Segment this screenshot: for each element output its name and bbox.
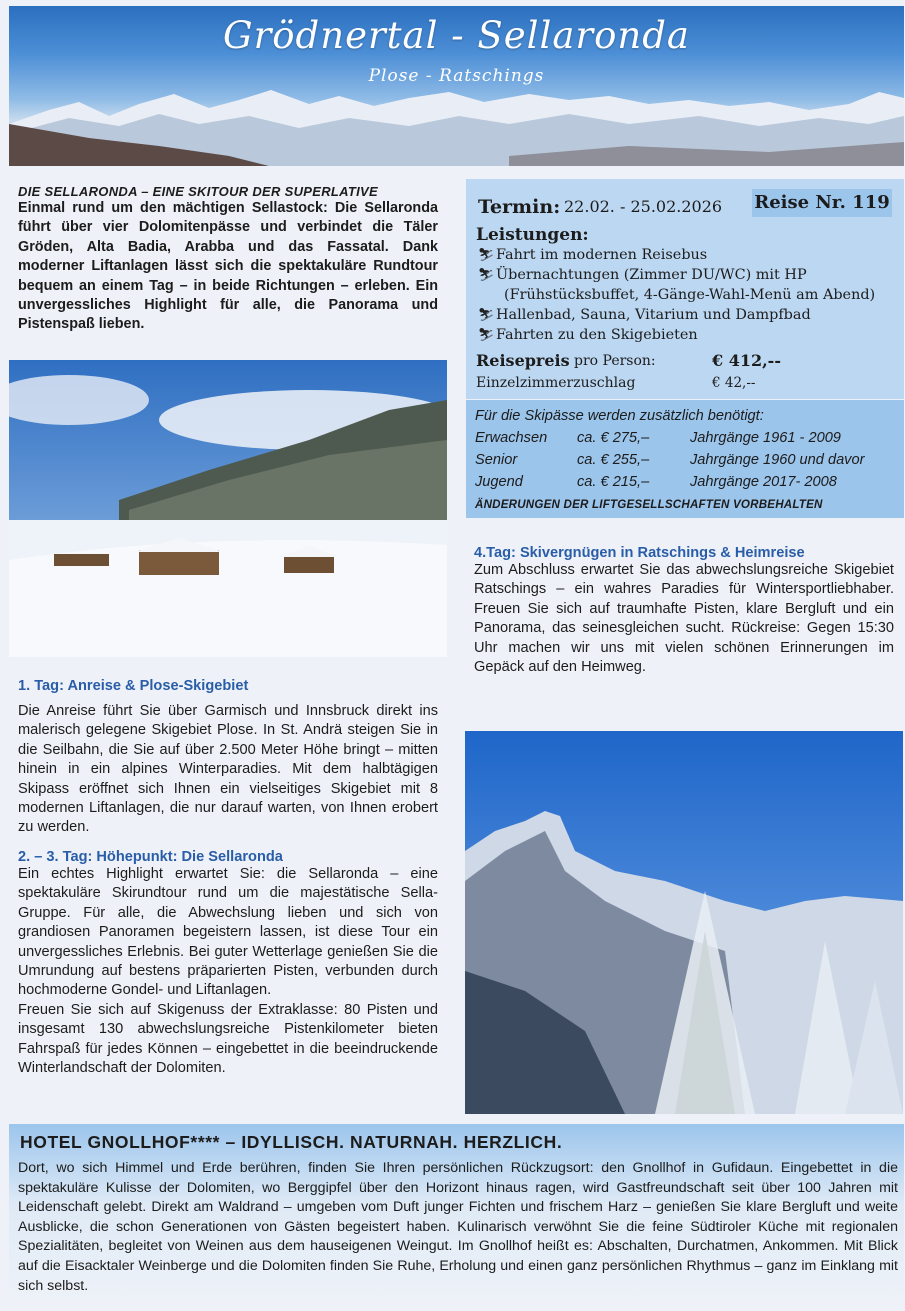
skipass-box: Für die Skipässe werden zusätzlich benötigt: Erwachsen ca. € 275,– Jahrgänge 1961 - 2009 Senior ca. € 255,– Jahrgänge 1960 und davor Jugend ca. € 215,– Jahrgänge 2017- 2008 ÄNDERUNGEN DER LIFTGESELLSCHAFTEN VORBEHALTEN [466, 400, 904, 518]
page-subtitle: Plose - Ratschings [368, 66, 545, 86]
page-title: Grödnertal - Sellaronda [223, 14, 690, 57]
single-room-label: Einzelzimmerzuschlag [476, 375, 636, 391]
service-item: ⛷Übernachtungen (Zimmer DU/WC) mit HP [478, 267, 807, 283]
skier-icon: ⛷ [478, 268, 495, 283]
dolomites-photo [465, 731, 903, 1114]
intro-section [18, 184, 438, 335]
service-item: ⛷Fahrt im modernen Reisebus [478, 247, 708, 263]
skier-icon: ⛷ [478, 308, 495, 323]
day1-heading: 1. Tag: Anreise & Plose-Skigebiet [18, 678, 249, 694]
service-item: ⛷Hallenbad, Sauna, Vitarium und Dampfbad [478, 307, 811, 323]
day23-text-2: Freuen Sie sich auf Skigenuss der Extraklasse: 80 Pisten und insgesamt 130 abwechslungsreiche Pistenkilometer bieten Fahrspaß für jedes Können – eingebettet in die beeindruckende Winterlandschaft der Dolomiten. [18, 1001, 438, 1077]
single-room-value: € 42,-- [712, 375, 756, 391]
hotel-section [9, 1124, 904, 1304]
day1-text: Die Anreise führt Sie über Garmisch und Innsbruck direkt ins malerisch gelegene Skigebiet Plose. In St. Andrä steigen Sie in die Seilbahn, die Sie auf über 2.500 Meter Höhe bringt – mitten hinein in ein alpines Winterparadies. Mit dem halbtägigen Skipass eröffnet sich Ihnen ein vielseitiges Skigebiet mit 8 modernen Liftanlagen, die nur darauf warten, von Ihnen erobert zu werden. [18, 703, 438, 836]
services-label: Leistungen: [476, 225, 589, 245]
intro-heading: DIE SELLARONDA – EINE SKITOUR DER SUPERLATIVE [18, 184, 378, 199]
day4-section [474, 545, 894, 677]
day23-section [18, 849, 438, 1078]
price-value: € 412,-- [712, 351, 781, 370]
day23-text: Ein echtes Highlight erwartet Sie: die Sellaronda – eine spektakuläre Skirundtour rund um die majestätische Sella-Gruppe. Für alle, die Abwechslung lieben und sich von grandiosen Panoramen begeistern lassen, ist diese Tour ein unvergessliches Erlebnis. Bei guter Wetterlage genießen Sie die Umrundung auf bestens präparierten Pisten, verbunden durch hochmoderne Gondel- und Liftanlagen. [18, 866, 438, 999]
skipass-note: ÄNDERUNGEN DER LIFTGESELLSCHAFTEN VORBEHALTEN [475, 498, 823, 511]
skipass-heading: Für die Skipässe werden zusätzlich benötigt: [475, 408, 764, 424]
trip-number-badge: Reise Nr. 119 [752, 189, 892, 217]
termin-value: 22.02. - 25.02.2026 [564, 197, 723, 216]
header-banner [9, 6, 904, 166]
skier-icon: ⛷ [478, 328, 495, 343]
termin-label: Termin: [478, 196, 561, 218]
day1-section [18, 678, 438, 838]
price-label: Reisepreis [476, 351, 570, 370]
price-sublabel: pro Person: [574, 353, 656, 369]
day4-heading: 4.Tag: Skivergnügen in Ratschings & Heimreise [474, 545, 805, 561]
trip-info-box [466, 179, 904, 399]
service-item-detail: (Frühstücksbuffet, 4-Gänge-Wahl-Menü am Abend) [504, 287, 876, 303]
hotel-text: Dort, wo sich Himmel und Erde berühren, finden Sie Ihren persönlichen Rückzugsort: den Gnollhof in Gufidaun. Eingebettet in die spektakuläre Kulisse der Dolomiten, wo Berggipfel über den Horizont hinaus ragen, wird Gastfreundschaft seit über 100 Jahren mit Leidenschaft gelebt. Direkt am Waldrand – umgeben vom Duft junger Fichten und frischem Harz – genießen Sie klare Bergluft und weite Ausblicke, die schon Generationen von Gästen begeistert haben. Kulinarisch verwöhnt Sie die feine Südtiroler Küche mit regionalen Spezialitäten, begleitet von Weinen aus dem hauseigenen Weingut. Im Gnollhof heißt es: Abschalten, Durchatmen, Ankommen. Mit Blick auf die Eisacktaler Weinberge und die Dolomiten finden Sie Ruhe, Erholung und einen ganz persönlichen Rhythmus – ganz im Einklang mit sich selbst. [18, 1160, 898, 1294]
intro-text: Einmal rund um den mächtigen Sellastock: Die Sellaronda führt über vier Dolomitenpässe und verbindet die Täler Gröden, Alta Badia, Arabba und das Fassatal. Dank moderner Liftanlagen lässt sich die spektakuläre Rundtour bequem an einem Tag – in beide Richtungen – erleben. Ein unvergessliches Highlight für alle, die Panorama und Pistenspaß lieben. [18, 200, 438, 333]
day4-text: Zum Abschluss erwartet Sie das abwechslungsreiche Skigebiet Ratschings – ein wahres Paradies für Wintersportliebhaber. Freuen Sie sich auf traumhafte Pisten, klare Bergluft und ein Panorama, das seinesgleichen sucht. Rückreise: Gegen 15:30 Uhr machen wir uns mit vielen schönen Erinnerungen im Gepäck auf den Heimweg. [474, 562, 894, 676]
winter-village-photo [9, 360, 447, 657]
skier-icon: ⛷ [478, 248, 495, 263]
service-item: ⛷Fahrten zu den Skigebieten [478, 327, 698, 343]
day23-heading: 2. – 3. Tag: Höhepunkt: Die Sellaronda [18, 849, 283, 865]
hotel-heading: HOTEL GNOLLHOF**** – IDYLLISCH. NATURNAH. HERZLICH. [20, 1132, 563, 1152]
